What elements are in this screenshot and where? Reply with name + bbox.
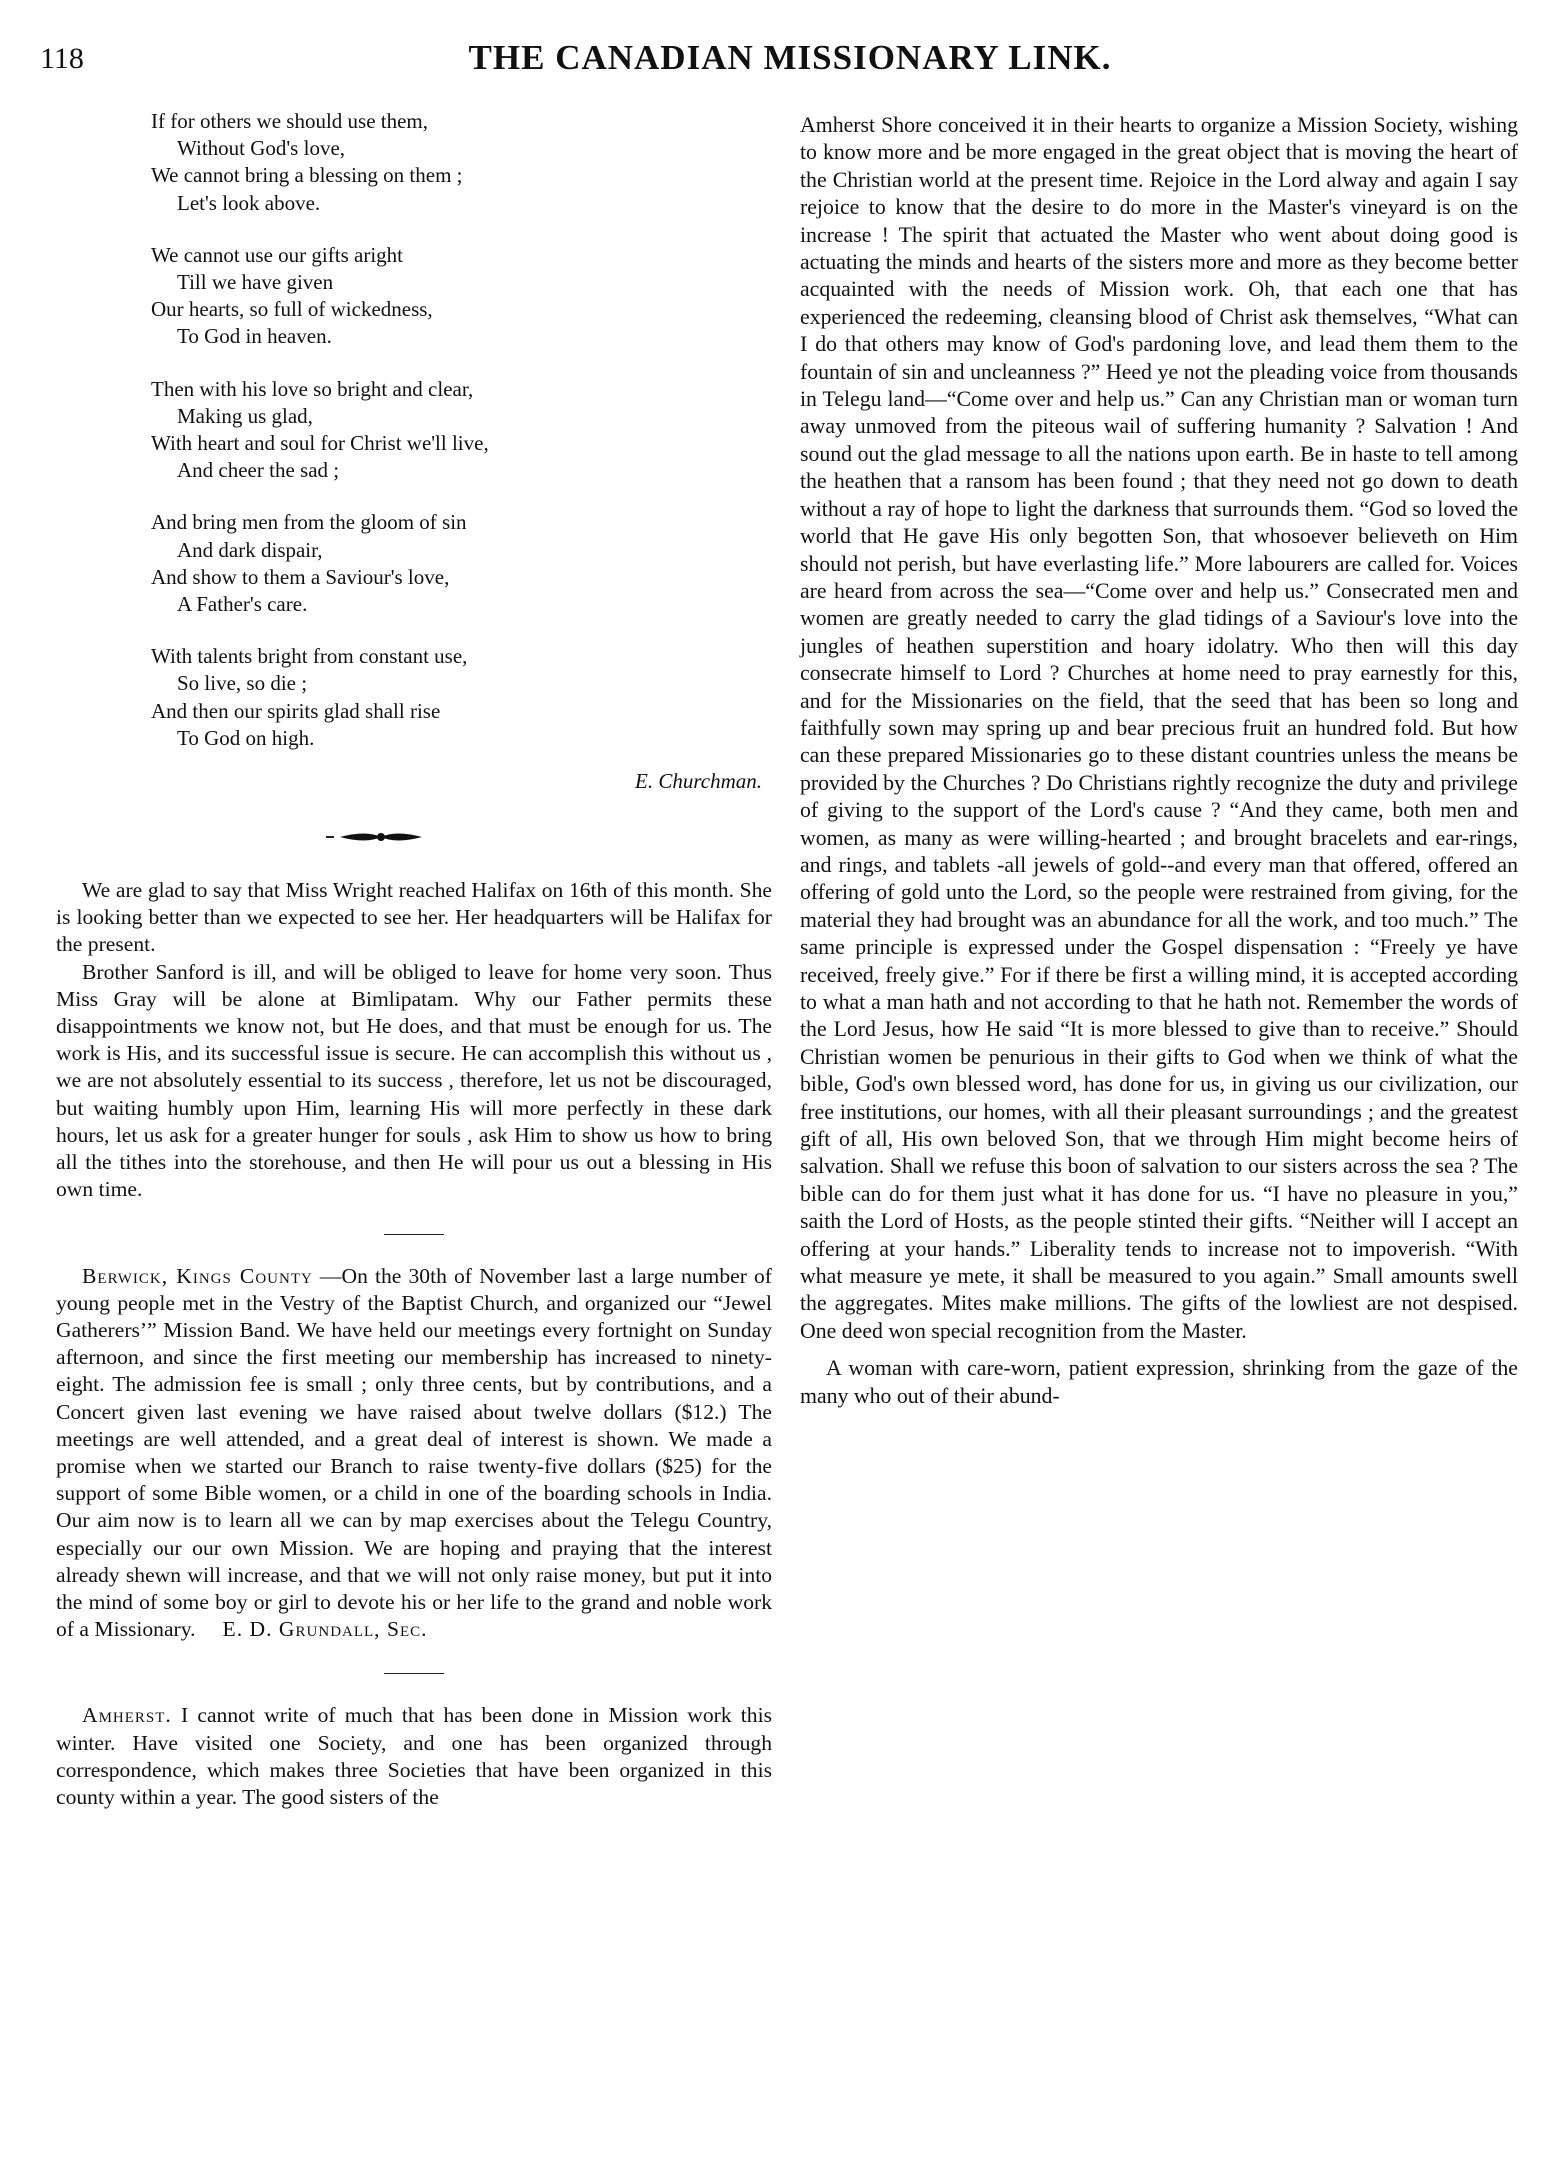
page-header [40, 28, 1540, 92]
poem-line: We cannot bring a blessing on them ; [151, 163, 463, 188]
poem-line: To God in heaven. [177, 324, 332, 349]
ornament-icon [326, 817, 436, 857]
paragraph-miss-wright: We are glad to say that Miss Wright reached Halifax on 16th of this month. She is looking better than we expected to see her. Her headquarters will be Halifax for the present. [56, 878, 772, 957]
poem-line: Let's look above. [177, 190, 321, 215]
poem-line: To God on high. [177, 725, 315, 750]
poem-line: A Father's care. [177, 592, 308, 617]
poem-stanza [151, 509, 772, 618]
paragraph-amherst-continued: Amherst Shore conceived it in their hearts to organize a Mission Society, wishing to know more and be more engaged in the great object that is moving the heart of the Christian world at the present time. Rejoice in the Lord alway and again I say rejoice to know that the desire to do more in the Master's vineyard is on the increase ! The spirit that actuated the Master who went about doing good is actuating the minds and hearts of the sisters more and more as they become better acquainted with the needs of Mission work. Oh, that each one that has experienced the redeeming, cleansing blood of Christ ask themselves, “What can I do that others may know of God's pardoning love, and lead them them to the fountain of sin and uncleanness ?” Heed ye not the pleading voice from thousands in Telegu land—“Come over and help us.” Can any Christian man or woman turn away unmoved from the piteous wail of suffering humanity ? Salvation ! And sound out the glad message to all the nations upon earth. Be in haste to tell among the heathen that a ransom has been found ; that they need not go down to death without a ray of hope to light the darkness that surrounds them. “God so loved the world that He gave His only begotten Son, that whosoever believeth on Him should not perish, but have everlasting life.” More labourers are called for. Voices are heard from across the sea—“Come over and help us.” Consecrated men and women are greatly needed to carry the glad tidings of a Saviour's love into the jungles of heathen superstition and hoary idolatry. Who then will this day consecrate himself to Lord ? Churches at home need to pray earnestly for this, and for the Missionaries on the field, that the seed that has been so long and faithfully sown may spring up and bear precious fruit an hundred fold. But how can these prepared Missionaries go to these distant countries unless the means be provided by the Churches ? Do Christians rightly recognize the duty and privilege of giving to the support of the Lord's cause ? “And they came, both men and women, as many as were willing-hearted ; and brought bracelets and ear-rings, and rings, and tablets -all jewels of gold--and every man that offered, offered an offering of gold unto the Lord, so the people were restrained from giving, for the material they had brought was an abundance for all the work, and too much.” The same principle is expressed under the Gospel dispensation : “Freely ye have received, freely give.” For if there be first a willing mind, it is accepted according to what a man hath and not according to that he hath not. Remember the words of the Lord Jesus, how He said “It is more blessed to give than to receive.” Should Christian women be penurious in their gifts to God when we think of what the bible, God's own blessed word, has done for us, in giving us our civilization, our free institutions, our homes, with all their pleasant surroundings ; and the greatest gift of all, His own beloved Son, that we through Him might become heirs of salvation. Shall we refuse this boon of salvation to our sisters across the sea ? The bible can do for them just what it has done for us. “I have no pleasure in you,” saith the Lord of Hosts, as the people stinted their gifts. “Neither will I accept an offering at your hands.” Liberality tends to increase not to impoverish. “With what measure ye mete, it shall be measured to you again.” Small amounts swell the aggregates. Mites make millions. The gifts of the lowliest are not despised. One deed won special recognition from the Master. [800, 113, 1518, 1343]
poem-line: With heart and soul for Christ we'll live, [151, 431, 489, 456]
poem-stanza [151, 643, 772, 752]
amherst-body: I cannot write of much that has been done in Mission work this winter. Have visited one Society, and one has been organized through correspondence, which makes three Societies that have been organized in this county within a year. The good sisters of the [56, 1703, 772, 1809]
poem-line: And bring men from the gloom of sin [151, 510, 467, 535]
left-column [56, 108, 772, 1811]
paragraph-amherst [56, 1702, 772, 1811]
amherst-dateline: Amherst. [82, 1703, 172, 1728]
paragraph-care-worn-woman: A woman with care-worn, patient expression, shrinking from the gaze of the many who out of their abund- [800, 1356, 1518, 1408]
berwick-dateline: Berwick, Kings County [82, 1263, 313, 1288]
poem-line: If for others we should use them, [151, 109, 429, 133]
poem-line: And dark dispair, [177, 537, 323, 562]
right-column [800, 112, 1518, 1410]
paragraph-brother-sanford: Brother Sanford is ill, and will be obliged to leave for home very soon. Thus Miss Gray will be alone at Bimlipatam. Why our Father permits these disappointments we know not, but He does, and that must be enough for us. The work is His, and its successful issue is secure. He can accomplish this without us , we are not absolutely essential to its success , therefore, let us not be discouraged, but waiting humbly upon Him, learning His will more perfectly in these dark hours, let us ask for a greater hunger for souls , ask Him to show us how to bring all the tithes into the storehouse, and then He will pour us out a blessing in His own time. [56, 959, 772, 1202]
poem-line: Our hearts, so full of wickedness, [151, 297, 433, 322]
paragraph-berwick [56, 1263, 772, 1644]
ornament-divider [56, 817, 772, 857]
poem-line: Then with his love so bright and clear, [151, 376, 474, 401]
poem-line: Without God's love, [177, 136, 346, 161]
berwick-signature: E. D. Grundall, Sec. [222, 1617, 428, 1642]
berwick-body: —On the 30th of November last a large number of young people met in the Vestry of the Baptist Church, and organized our “Jewel Gatherers’” Mission Band. We have held our meetings every fortnight on Sunday afternoon, and since the first meeting our membership has increased to ninety-eight. The admission fee is small ; only three cents, but by contributions, and a Concert given last evening we have raised about twelve dollars ($12.) The meetings are well attended, and a great deal of interest is shown. We made a promise when we started our Branch to raise twenty-five dollars ($25) for the support of some Bible women, or a child in one of the boarding schools in India. Our aim now is to learn all we can by map exercises about the Telegu Country, especially our our own Mission. We are hoping and praying that the interest already shewn will increase, and that we will not only raise money, but put it into the mind of some boy or girl to devote his or her life to the grand and noble work of a Missionary. [56, 1263, 773, 1642]
poem-line: We cannot use our gifts aright [151, 242, 403, 267]
poem [151, 108, 772, 752]
poem-line: So live, so die ; [177, 671, 308, 696]
poem-line: Making us glad, [177, 403, 313, 428]
poem-line: And cheer the sad ; [177, 458, 340, 483]
section-rule [384, 1673, 444, 1674]
poem-stanza [151, 108, 772, 217]
section-rule [384, 1234, 444, 1235]
poem-stanza [151, 376, 772, 485]
page-number: 118 [40, 42, 84, 75]
poem-line: With talents bright from constant use, [151, 644, 468, 669]
poem-signature: E. Churchman. [635, 769, 762, 794]
poem-line: And show to them a Saviour's love, [151, 564, 450, 589]
poem-stanza [151, 242, 772, 351]
poem-line: And then our spirits glad shall rise [151, 698, 441, 723]
running-title: THE CANADIAN MISSIONARY LINK. [468, 38, 1112, 77]
poem-line: Till we have given [177, 270, 334, 295]
